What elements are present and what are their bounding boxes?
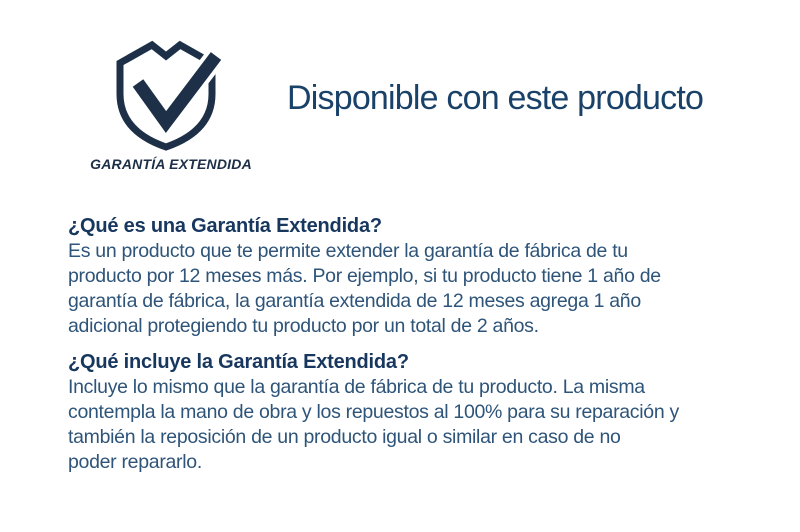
body-line: producto por 12 meses más. Por ejemplo, si tu producto tiene 1 año de (68, 265, 661, 287)
body-line: adicional protegiendo tu producto por un total de 2 años. (68, 315, 539, 337)
section-heading-what-includes: ¿Qué incluye la Garantía Extendida? (68, 351, 409, 373)
logo-caption: GARANTÍA EXTENDIDA (90, 156, 252, 172)
section-what-is-extended-warranty (68, 213, 679, 339)
section-heading-what-is: ¿Qué es una Garantía Extendida? (68, 215, 382, 237)
body-line: contempla la mano de obra y los repuestos al 100% para su reparación y (68, 401, 679, 423)
body-line: también la reposición de un producto igual o similar en caso de no (68, 426, 621, 448)
page-title: Disponible con este producto (287, 79, 704, 117)
body-line: poder repararlo. (68, 451, 202, 473)
extended-warranty-logo (90, 42, 252, 172)
warranty-content (68, 213, 679, 475)
body-line: garantía de fábrica, la garantía extendida de 12 meses agrega 1 año (68, 290, 641, 312)
section-what-includes (68, 349, 679, 475)
shield-check-icon (118, 42, 224, 154)
body-line: Incluye lo mismo que la garantía de fábrica de tu producto. La misma (68, 376, 645, 398)
body-line: Es un producto que te permite extender la garantía de fábrica de tu (68, 240, 628, 262)
